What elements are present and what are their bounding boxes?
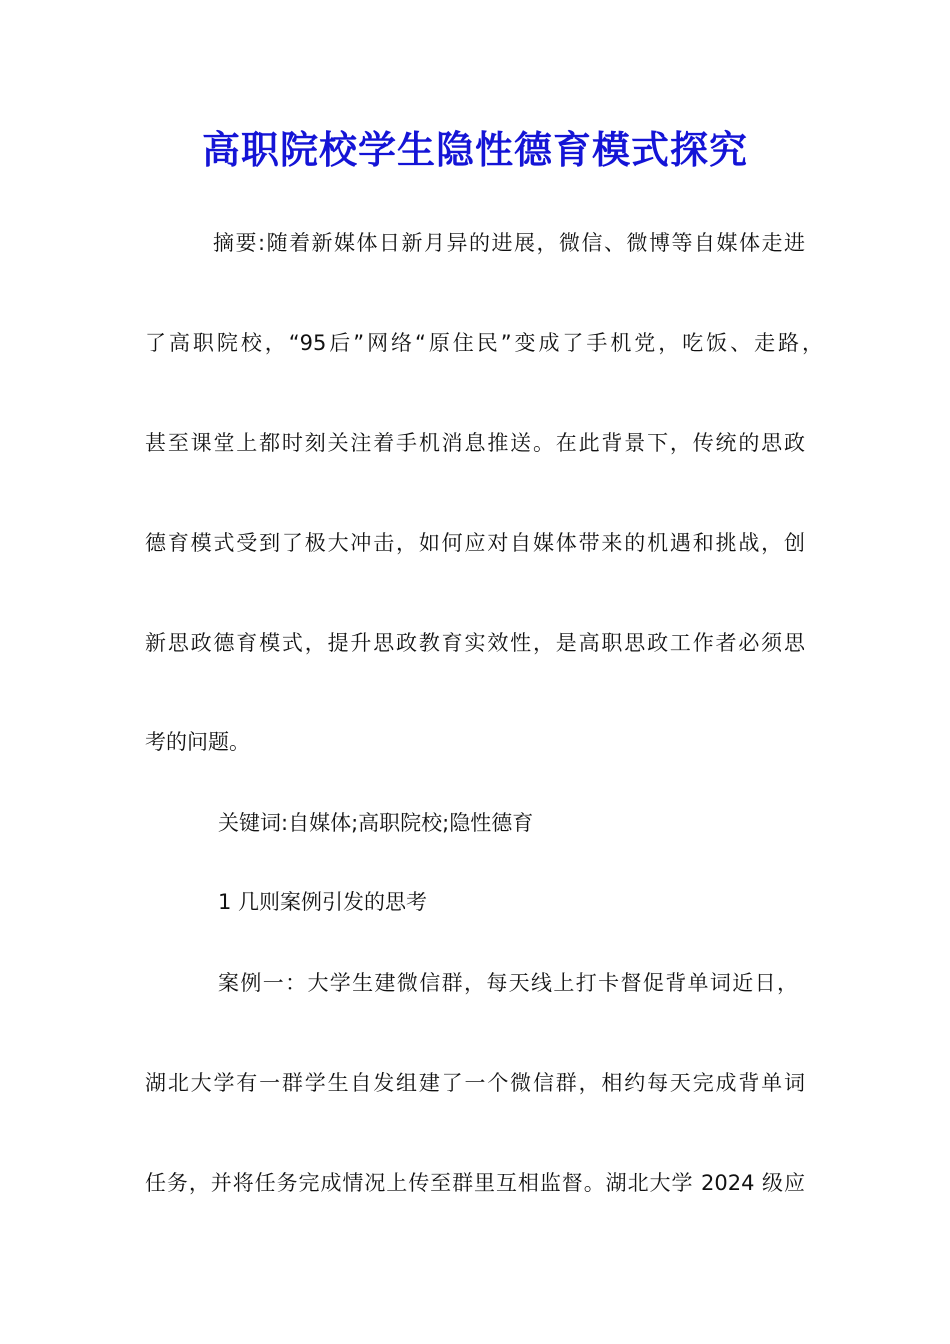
case-line-3: 任务，并将任务完成情况上传至群里互相监督。湖北大学 2024 级应	[145, 1171, 805, 1195]
abstract-line-6: 考的问题。	[145, 730, 250, 754]
abstract-line-1: 摘要:随着新媒体日新月异的进展，微信、微博等自媒体走进	[213, 231, 805, 255]
case-line-1: 案例一：大学生建微信群，每天线上打卡督促背单词近日，	[218, 971, 798, 995]
abstract-line-3: 甚至课堂上都时刻关注着手机消息推送。在此背景下，传统的思政	[145, 431, 805, 455]
keywords-line: 关键词:自媒体;高职院校;隐性德育	[218, 811, 534, 835]
abstract-line-2: 了高职院校，“95后”网络“原住民”变成了手机党，吃饭、走路，	[145, 331, 823, 355]
case-line-2: 湖北大学有一群学生自发组建了一个微信群，相约每天完成背单词	[145, 1071, 805, 1095]
abstract-line-5: 新思政德育模式，提升思政教育实效性，是高职思政工作者必须思	[145, 631, 805, 655]
abstract-line-4: 德育模式受到了极大冲击，如何应对自媒体带来的机遇和挑战，创	[145, 531, 805, 555]
section-heading: 1 几则案例引发的思考	[218, 890, 428, 914]
document-title: 高职院校学生隐性德育模式探究	[201, 127, 748, 172]
